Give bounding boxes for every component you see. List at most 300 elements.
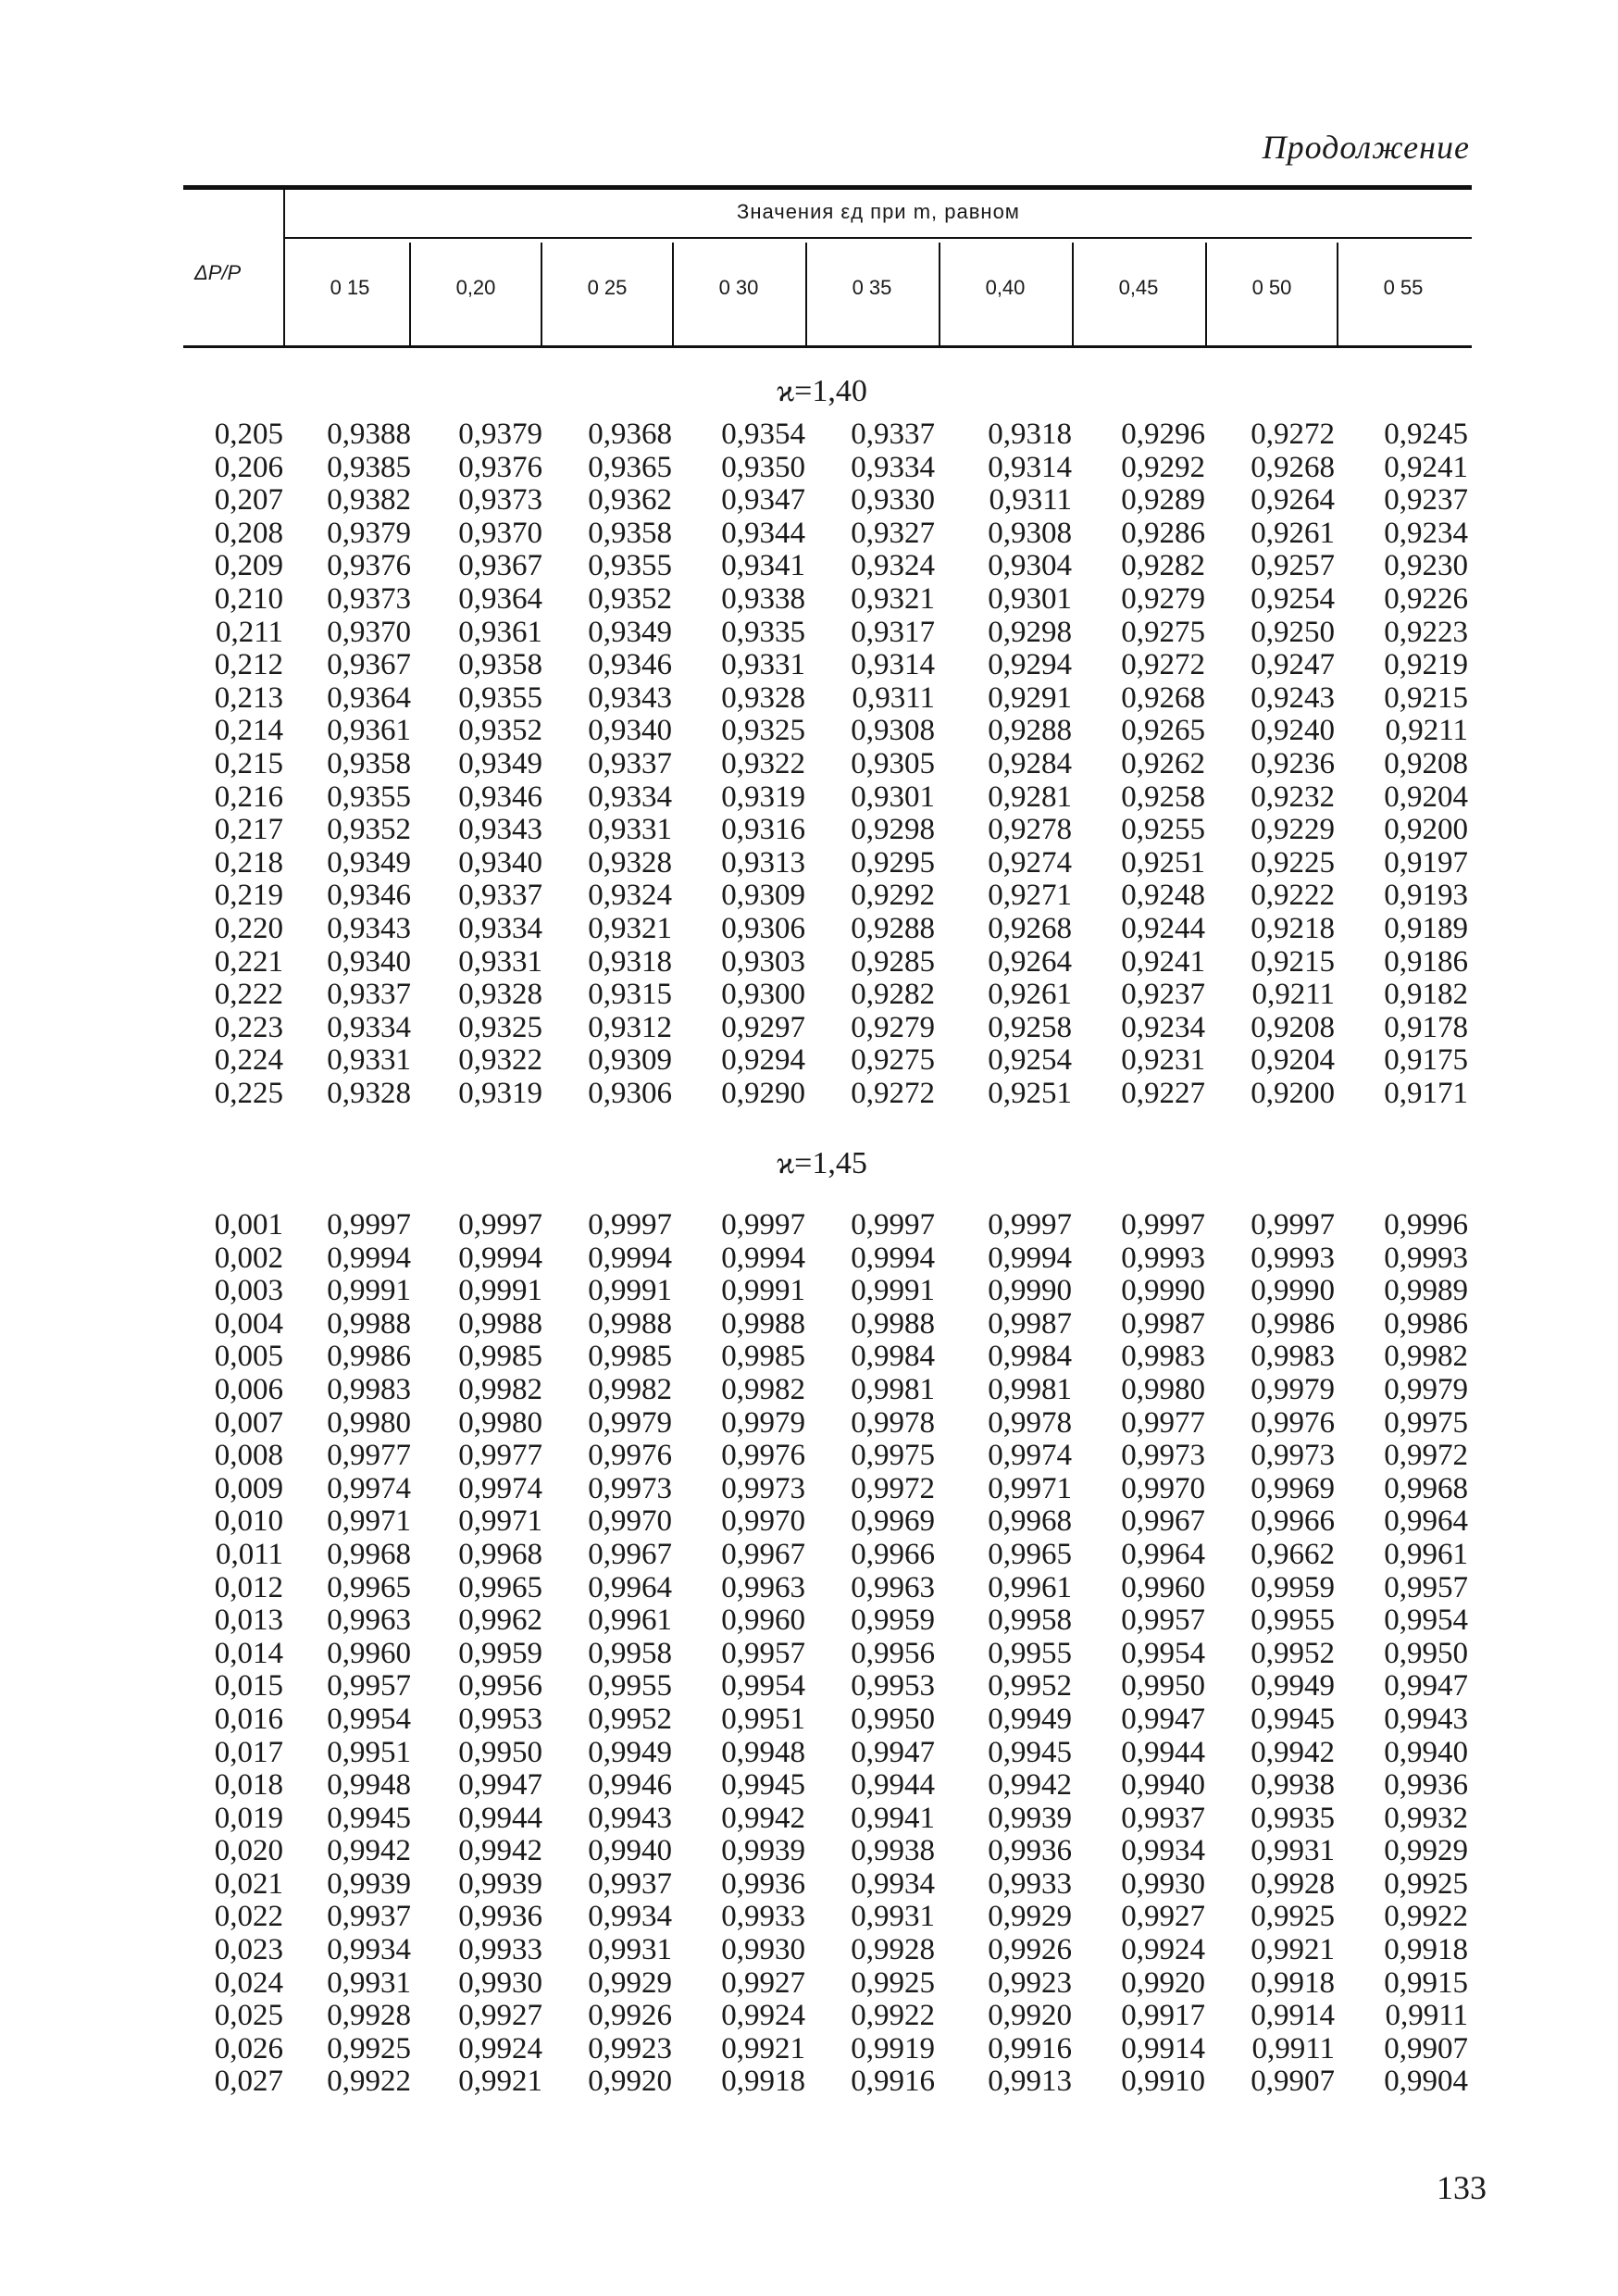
value-cell: 0,9385 (327, 450, 411, 484)
row-key-cell: 0,005 (214, 1340, 283, 1374)
value-cell: 0,9275 (1121, 615, 1205, 649)
value-cell: 0,9314 (851, 648, 935, 682)
column-divider (1337, 243, 1338, 345)
value-cell: 0,9290 (721, 1076, 805, 1110)
column-header: 0 50 (1251, 276, 1292, 299)
table-row (185, 1078, 1481, 1111)
value-cell: 0,9987 (1121, 1306, 1205, 1341)
value-cell: 0,9334 (851, 450, 935, 484)
table-row (185, 880, 1481, 913)
value-cell: 0,9914 (1121, 2031, 1205, 2065)
value-cell: 0,9258 (1121, 780, 1205, 814)
table-row (185, 550, 1481, 583)
value-cell: 0,9379 (458, 418, 542, 451)
value-cell: 0,9292 (1121, 450, 1205, 484)
value-cell: 0,9960 (327, 1636, 411, 1670)
value-cell: 0,9297 (721, 1010, 805, 1044)
value-cell: 0,9984 (988, 1340, 1072, 1374)
section-title: ϰ=1,45 (777, 1146, 867, 1180)
value-cell: 0,9340 (588, 714, 672, 748)
value-cell: 0,9948 (721, 1735, 805, 1769)
table-row (185, 1967, 1481, 2001)
value-cell: 0,9989 (1384, 1274, 1468, 1308)
value-cell: 0,9292 (851, 879, 935, 913)
value-cell: 0,9994 (588, 1241, 672, 1275)
value-cell: 0,9361 (327, 714, 411, 748)
row-key-cell: 0,024 (214, 1965, 283, 2000)
value-cell: 0,9662 (1251, 1537, 1335, 1571)
value-cell: 0,9964 (1121, 1537, 1205, 1571)
table-row (185, 1803, 1481, 1836)
value-cell: 0,9916 (988, 2031, 1072, 2065)
value-cell: 0,9918 (1251, 1965, 1335, 2000)
value-cell: 0,9373 (458, 483, 542, 518)
value-cell: 0,9219 (1384, 648, 1468, 682)
table-row (185, 1308, 1481, 1341)
value-cell: 0,9295 (851, 845, 935, 880)
table-row (185, 1341, 1481, 1374)
row-key-cell: 0,019 (214, 1801, 283, 1835)
row-key-cell: 0,026 (214, 2031, 283, 2065)
value-cell: 0,9952 (988, 1669, 1072, 1703)
value-cell: 0,9953 (458, 1702, 542, 1736)
value-cell: 0,9991 (588, 1274, 672, 1308)
table-row (185, 649, 1481, 682)
value-cell: 0,9272 (1251, 418, 1335, 451)
value-cell: 0,9234 (1121, 1010, 1205, 1044)
value-cell: 0,9376 (458, 450, 542, 484)
value-cell: 0,9979 (1251, 1372, 1335, 1406)
value-cell: 0,9376 (327, 549, 411, 583)
value-cell: 0,9944 (851, 1768, 935, 1803)
value-cell: 0,9373 (327, 581, 411, 616)
value-cell: 0,9993 (1251, 1241, 1335, 1275)
table-row (185, 715, 1481, 748)
value-cell: 0,9308 (988, 516, 1072, 550)
table-row (185, 1539, 1481, 1572)
value-cell: 0,9939 (721, 1834, 805, 1868)
value-cell: 0,9315 (588, 978, 672, 1012)
value-cell: 0,9969 (1251, 1471, 1335, 1505)
value-cell: 0,9325 (458, 1010, 542, 1044)
value-cell: 0,9222 (1251, 879, 1335, 913)
value-cell: 0,9354 (721, 418, 805, 451)
value-cell: 0,9268 (988, 911, 1072, 945)
value-cell: 0,9334 (458, 911, 542, 945)
value-cell: 0,9974 (327, 1471, 411, 1505)
value-cell: 0,9322 (721, 746, 805, 780)
value-cell: 0,9272 (851, 1076, 935, 1110)
value-cell: 0,9977 (1121, 1405, 1205, 1440)
value-cell: 0,9974 (988, 1439, 1072, 1473)
value-cell: 0,9924 (1121, 1933, 1205, 1967)
table-row (185, 2000, 1481, 2033)
value-cell: 0,9314 (988, 450, 1072, 484)
value-cell: 0,9931 (1251, 1834, 1335, 1868)
value-cell: 0,9907 (1251, 2065, 1335, 2099)
row-key-cell: 0,211 (215, 615, 283, 649)
value-cell: 0,9957 (1121, 1603, 1205, 1638)
value-cell: 0,9952 (1251, 1636, 1335, 1670)
value-cell: 0,9272 (1121, 648, 1205, 682)
value-cell: 0,9990 (988, 1274, 1072, 1308)
value-cell: 0,9991 (721, 1274, 805, 1308)
value-cell: 0,9367 (327, 648, 411, 682)
value-cell: 0,9949 (988, 1702, 1072, 1736)
value-cell: 0,9934 (1121, 1834, 1205, 1868)
value-cell: 0,9335 (721, 615, 805, 649)
value-cell: 0,9282 (851, 978, 935, 1012)
value-cell: 0,9319 (721, 780, 805, 814)
value-cell: 0,9352 (588, 581, 672, 616)
value-cell: 0,9985 (458, 1340, 542, 1374)
value-cell: 0,9243 (1251, 680, 1335, 715)
value-cell: 0,9955 (588, 1669, 672, 1703)
table-row (185, 1440, 1481, 1473)
value-cell: 0,9361 (458, 615, 542, 649)
value-cell: 0,9936 (458, 1900, 542, 1934)
table-row (185, 682, 1481, 716)
value-cell: 0,9977 (458, 1439, 542, 1473)
value-cell: 0,9974 (458, 1471, 542, 1505)
value-cell: 0,9311 (852, 680, 935, 715)
table-row (185, 1275, 1481, 1308)
value-cell: 0,9330 (851, 483, 935, 518)
row-key-cell: 0,020 (214, 1834, 283, 1868)
value-cell: 0,9922 (851, 1999, 935, 2033)
value-cell: 0,9994 (988, 1241, 1072, 1275)
value-cell: 0,9979 (588, 1405, 672, 1440)
value-cell: 0,9340 (458, 845, 542, 880)
row-key-cell: 0,025 (214, 1999, 283, 2033)
row-key-cell: 0,216 (214, 780, 283, 814)
value-cell: 0,9982 (458, 1372, 542, 1406)
value-cell: 0,9948 (327, 1768, 411, 1803)
value-cell: 0,9976 (721, 1439, 805, 1473)
value-cell: 0,9954 (327, 1702, 411, 1736)
value-cell: 0,9337 (458, 879, 542, 913)
value-cell: 0,9958 (988, 1603, 1072, 1638)
value-cell: 0,9955 (1251, 1603, 1335, 1638)
value-cell: 0,9933 (458, 1933, 542, 1967)
header-mid-rule (285, 237, 1472, 239)
value-cell: 0,9981 (988, 1372, 1072, 1406)
value-cell: 0,9328 (721, 680, 805, 715)
value-cell: 0,9298 (988, 615, 1072, 649)
row-key-cell: 0,027 (214, 2065, 283, 2099)
value-cell: 0,9972 (1384, 1439, 1468, 1473)
value-cell: 0,9236 (1251, 746, 1335, 780)
value-cell: 0,9942 (458, 1834, 542, 1868)
value-cell: 0,9370 (458, 516, 542, 550)
stub-header: ΔP/P (194, 261, 242, 284)
value-cell: 0,9337 (327, 978, 411, 1012)
value-cell: 0,9268 (1251, 450, 1335, 484)
value-cell: 0,9286 (1121, 516, 1205, 550)
value-cell: 0,9244 (1121, 911, 1205, 945)
value-cell: 0,9379 (327, 516, 411, 550)
value-cell: 0,9967 (721, 1537, 805, 1571)
value-cell: 0,9913 (988, 2065, 1072, 2099)
row-key-cell: 0,212 (214, 648, 283, 682)
column-divider (1072, 243, 1074, 345)
value-cell: 0,9211 (1385, 714, 1468, 748)
value-cell: 0,9968 (1384, 1471, 1468, 1505)
table-row (185, 484, 1481, 518)
value-cell: 0,9994 (721, 1241, 805, 1275)
value-cell: 0,9924 (721, 1999, 805, 2033)
value-cell: 0,9226 (1384, 581, 1468, 616)
value-cell: 0,9958 (588, 1636, 672, 1670)
row-key-cell: 0,206 (214, 450, 283, 484)
value-cell: 0,9951 (721, 1702, 805, 1736)
row-key-cell: 0,214 (214, 714, 283, 748)
value-cell: 0,9997 (1121, 1208, 1205, 1242)
value-cell: 0,9954 (1384, 1603, 1468, 1638)
value-cell: 0,9967 (1121, 1504, 1205, 1539)
column-divider (541, 243, 542, 345)
value-cell: 0,9215 (1251, 944, 1335, 979)
value-cell: 0,9956 (458, 1669, 542, 1703)
value-cell: 0,9961 (588, 1603, 672, 1638)
value-cell: 0,9959 (1251, 1570, 1335, 1604)
value-cell: 0,9950 (1384, 1636, 1468, 1670)
value-cell: 0,9969 (851, 1504, 935, 1539)
value-cell: 0,9927 (1121, 1900, 1205, 1934)
value-cell: 0,9959 (458, 1636, 542, 1670)
value-cell: 0,9988 (327, 1306, 411, 1341)
value-cell: 0,9963 (327, 1603, 411, 1638)
value-cell: 0,9926 (588, 1999, 672, 2033)
table-row (185, 1012, 1481, 1045)
value-cell: 0,9922 (327, 2065, 411, 2099)
value-cell: 0,9994 (458, 1241, 542, 1275)
value-cell: 0,9271 (988, 879, 1072, 913)
column-header: 0,20 (455, 276, 496, 299)
value-cell: 0,9984 (851, 1340, 935, 1374)
value-cell: 0,9940 (1384, 1735, 1468, 1769)
value-cell: 0,9976 (1251, 1405, 1335, 1440)
value-cell: 0,9197 (1384, 845, 1468, 880)
value-cell: 0,9943 (588, 1801, 672, 1835)
value-cell: 0,9331 (327, 1043, 411, 1078)
value-cell: 0,9933 (988, 1866, 1072, 1901)
value-cell: 0,9971 (988, 1471, 1072, 1505)
value-cell: 0,9211 (1251, 978, 1335, 1012)
value-cell: 0,9997 (1251, 1208, 1335, 1242)
value-cell: 0,9343 (588, 680, 672, 715)
value-cell: 0,9937 (588, 1866, 672, 1901)
value-cell: 0,9337 (588, 746, 672, 780)
value-cell: 0,9986 (1384, 1306, 1468, 1341)
row-key-cell: 0,208 (214, 516, 283, 550)
value-cell: 0,9960 (1121, 1570, 1205, 1604)
value-cell: 0,9922 (1384, 1900, 1468, 1934)
value-cell: 0,9961 (988, 1570, 1072, 1604)
value-cell: 0,9973 (1121, 1439, 1205, 1473)
value-cell: 0,9938 (1251, 1768, 1335, 1803)
value-cell: 0,9947 (851, 1735, 935, 1769)
value-cell: 0,9193 (1384, 879, 1468, 913)
value-cell: 0,9355 (458, 680, 542, 715)
row-key-cell: 0,009 (214, 1471, 283, 1505)
value-cell: 0,9949 (588, 1735, 672, 1769)
value-cell: 0,9275 (851, 1043, 935, 1078)
table-row (185, 979, 1481, 1012)
value-cell: 0,9983 (327, 1372, 411, 1406)
column-divider (672, 243, 674, 345)
value-cell: 0,9313 (721, 845, 805, 880)
row-key-cell: 0,215 (214, 746, 283, 780)
value-cell: 0,9915 (1384, 1965, 1468, 2000)
value-cell: 0,9968 (458, 1537, 542, 1571)
value-cell: 0,9251 (988, 1076, 1072, 1110)
table-row (185, 1242, 1481, 1276)
value-cell: 0,9932 (1384, 1801, 1468, 1835)
value-cell: 0,9978 (988, 1405, 1072, 1440)
value-cell: 0,9268 (1121, 680, 1205, 715)
value-cell: 0,9972 (851, 1471, 935, 1505)
row-key-cell: 0,013 (214, 1603, 283, 1638)
value-cell: 0,9317 (851, 615, 935, 649)
header-bottom-rule (183, 345, 1472, 348)
value-cell: 0,9343 (458, 813, 542, 847)
value-cell: 0,9225 (1251, 845, 1335, 880)
value-cell: 0,9970 (721, 1504, 805, 1539)
row-key-cell: 0,207 (214, 483, 283, 518)
value-cell: 0,9957 (1384, 1570, 1468, 1604)
value-cell: 0,9368 (588, 418, 672, 451)
value-cell: 0,9284 (988, 746, 1072, 780)
value-cell: 0,9945 (327, 1801, 411, 1835)
value-cell: 0,9285 (851, 944, 935, 979)
value-cell: 0,9926 (988, 1933, 1072, 1967)
value-cell: 0,9975 (851, 1439, 935, 1473)
value-cell: 0,9997 (458, 1208, 542, 1242)
value-cell: 0,9997 (988, 1208, 1072, 1242)
table-row (185, 1901, 1481, 1934)
value-cell: 0,9324 (851, 549, 935, 583)
value-cell: 0,9942 (721, 1801, 805, 1835)
value-cell: 0,9931 (588, 1933, 672, 1967)
value-cell: 0,9255 (1121, 813, 1205, 847)
table-row (185, 1044, 1481, 1078)
value-cell: 0,9318 (988, 418, 1072, 451)
value-cell: 0,9975 (1384, 1405, 1468, 1440)
value-cell: 0,9308 (851, 714, 935, 748)
value-cell: 0,9294 (721, 1043, 805, 1078)
table-row (185, 1835, 1481, 1868)
value-cell: 0,9947 (1384, 1669, 1468, 1703)
value-cell: 0,9337 (851, 418, 935, 451)
value-cell: 0,9947 (1121, 1702, 1205, 1736)
row-key-cell: 0,224 (214, 1043, 283, 1078)
value-cell: 0,9951 (327, 1735, 411, 1769)
row-key-cell: 0,023 (214, 1933, 283, 1967)
value-cell: 0,9362 (588, 483, 672, 518)
value-cell: 0,9346 (458, 780, 542, 814)
value-cell: 0,9946 (588, 1768, 672, 1803)
table-row (185, 1934, 1481, 1967)
value-cell: 0,9261 (988, 978, 1072, 1012)
table-row (185, 452, 1481, 485)
value-cell: 0,9171 (1384, 1076, 1468, 1110)
value-cell: 0,9967 (588, 1537, 672, 1571)
value-cell: 0,9231 (1121, 1043, 1205, 1078)
value-cell: 0,9352 (327, 813, 411, 847)
value-cell: 0,9303 (721, 944, 805, 979)
value-cell: 0,9990 (1121, 1274, 1205, 1308)
column-header: 0 25 (587, 276, 628, 299)
value-cell: 0,9966 (1251, 1504, 1335, 1539)
value-cell: 0,9911 (1251, 2031, 1335, 2065)
value-cell: 0,9937 (327, 1900, 411, 1934)
value-cell: 0,9957 (721, 1636, 805, 1670)
table-row (185, 814, 1481, 847)
value-cell: 0,9945 (988, 1735, 1072, 1769)
row-key-cell: 0,014 (214, 1636, 283, 1670)
value-cell: 0,9954 (1121, 1636, 1205, 1670)
value-cell: 0,9950 (1121, 1669, 1205, 1703)
value-cell: 0,9215 (1384, 680, 1468, 715)
value-cell: 0,9338 (721, 581, 805, 616)
table-row (185, 1703, 1481, 1737)
value-cell: 0,9251 (1121, 845, 1205, 880)
value-cell: 0,9942 (327, 1834, 411, 1868)
value-cell: 0,9996 (1384, 1208, 1468, 1242)
value-cell: 0,9936 (988, 1834, 1072, 1868)
value-cell: 0,9311 (989, 483, 1072, 518)
row-key-cell: 0,217 (214, 813, 283, 847)
value-cell: 0,9942 (1251, 1735, 1335, 1769)
value-cell: 0,9929 (988, 1900, 1072, 1934)
value-cell: 0,9957 (327, 1669, 411, 1703)
table-row (185, 1868, 1481, 1902)
value-cell: 0,9279 (1121, 581, 1205, 616)
row-key-cell: 0,008 (214, 1439, 283, 1473)
row-key-cell: 0,006 (214, 1372, 283, 1406)
table-row (185, 617, 1481, 650)
table-row (185, 2065, 1481, 2099)
value-cell: 0,9930 (458, 1965, 542, 2000)
page-number: 133 (1437, 2169, 1487, 2206)
row-key-cell: 0,003 (214, 1274, 283, 1308)
table-row (185, 1209, 1481, 1242)
value-cell: 0,9983 (1251, 1340, 1335, 1374)
column-header: 0,45 (1118, 276, 1159, 299)
row-key-cell: 0,001 (214, 1208, 283, 1242)
value-cell: 0,9936 (721, 1866, 805, 1901)
value-cell: 0,9223 (1384, 615, 1468, 649)
value-cell: 0,9304 (988, 549, 1072, 583)
value-cell: 0,9358 (588, 516, 672, 550)
value-cell: 0,9331 (721, 648, 805, 682)
column-header: 0 15 (330, 276, 370, 299)
value-cell: 0,9988 (588, 1306, 672, 1341)
value-cell: 0,9241 (1384, 450, 1468, 484)
value-cell: 0,9245 (1384, 418, 1468, 451)
value-cell: 0,9981 (851, 1372, 935, 1406)
value-cell: 0,9365 (588, 450, 672, 484)
value-cell: 0,9982 (1384, 1340, 1468, 1374)
value-cell: 0,9349 (458, 746, 542, 780)
value-cell: 0,9938 (851, 1834, 935, 1868)
value-cell: 0,9940 (1121, 1768, 1205, 1803)
row-key-cell: 0,213 (214, 680, 283, 715)
value-cell: 0,9200 (1251, 1076, 1335, 1110)
row-key-cell: 0,205 (214, 418, 283, 451)
value-cell: 0,9346 (327, 879, 411, 913)
